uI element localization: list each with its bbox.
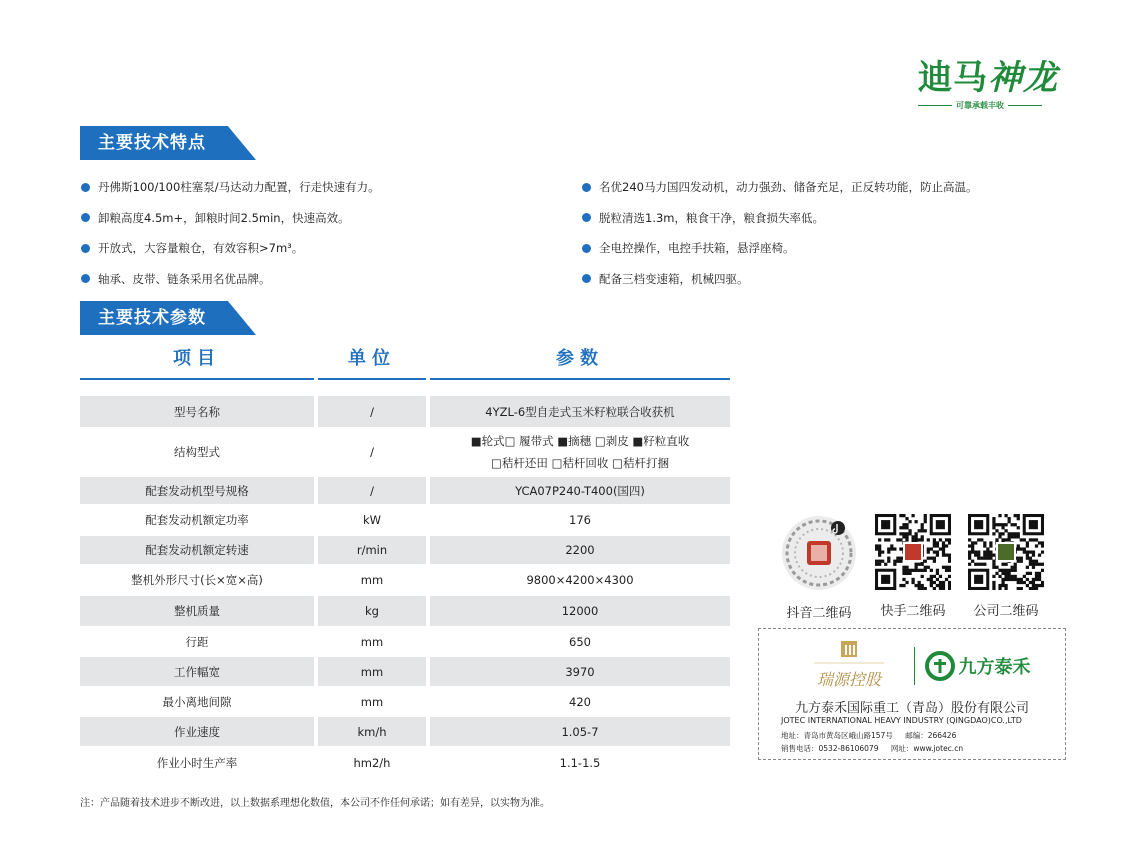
cell-item: 作业小时生产率: [156, 755, 238, 770]
feature-item: [582, 264, 977, 295]
bullet-icon: [81, 183, 90, 192]
features-left-list: [81, 172, 380, 294]
company-address-line: [781, 730, 966, 741]
cell-unit: mm: [360, 573, 384, 587]
jiufang-logo-text: 九方泰禾: [958, 657, 1031, 678]
cell-unit: mm: [360, 634, 384, 649]
bullet-icon: [582, 244, 591, 253]
logo-separator: [914, 647, 915, 685]
cell-item: 工作幅宽: [80, 657, 314, 686]
cell-unit: km/h: [318, 717, 426, 746]
feature-text: 轴承、皮带、链条采用名优品牌。: [98, 271, 271, 286]
feature-item: [582, 172, 977, 203]
header-underline: [318, 378, 426, 380]
company-sales-tel: 销售电话：0532-86106079: [781, 744, 879, 753]
company-website[interactable]: 网址：www.jotec.cn: [890, 744, 964, 753]
cell-unit: /: [318, 477, 426, 504]
company-name-cn: 九方泰禾国际重工（青岛）股份有限公司: [794, 701, 1029, 716]
cell-value: 650: [569, 634, 591, 649]
cell-item: 结构型式: [174, 445, 220, 459]
cell-value: [430, 428, 730, 476]
company-logos: [759, 635, 1065, 697]
column-header-item: [80, 342, 314, 380]
company-info-box: [758, 628, 1066, 760]
kuaishou-qr-label: 快手二维码: [880, 604, 946, 619]
features-section-title: 主要技术特点: [98, 133, 206, 153]
bullet-icon: [81, 274, 90, 283]
column-header-text: 单位: [348, 348, 396, 369]
bullet-icon: [81, 244, 90, 253]
cell-item: 行距: [185, 634, 209, 649]
cell-value-line1: ■轮式□ 履带式 ■摘穗 □剥皮 ■籽粒直收: [470, 434, 690, 448]
cell-unit: hm2/h: [353, 755, 391, 770]
cell-value: 2200: [430, 536, 730, 564]
feature-item: [81, 264, 380, 295]
feature-text: 脱粒清选1.3m，粮食干净，粮食损失率低。: [599, 210, 824, 225]
svg-text:瑞源控股: 瑞源控股: [816, 670, 881, 689]
cell-value: 176: [569, 513, 591, 527]
cell-item: 整机质量: [80, 596, 314, 626]
feature-item: [582, 233, 977, 264]
cell-value: 12000: [430, 596, 730, 626]
cell-unit: /: [318, 396, 426, 427]
douyin-qr-label: 抖音二维码: [786, 606, 852, 621]
cell-value: 9800×4200×4300: [526, 573, 634, 587]
feature-item: [582, 203, 977, 234]
feature-text: 配备三档变速箱，机械四驱。: [599, 271, 749, 286]
company-postcode: 邮编：266426: [905, 731, 957, 740]
bullet-icon: [582, 213, 591, 222]
jiufang-emblem-icon: [925, 651, 955, 681]
header-underline: [430, 378, 730, 380]
cell-unit: mm: [318, 657, 426, 686]
table-row: [80, 565, 730, 595]
cell-unit: mm: [360, 694, 384, 709]
brand-name: [918, 58, 1078, 98]
table-row: [80, 477, 730, 504]
brand-slogan-row: [918, 100, 1078, 111]
cell-item: 最小离地间隙: [162, 694, 232, 709]
feature-text: 开放式，大容量粮仓，有效容积>7m³。: [98, 241, 304, 256]
cell-unit: /: [370, 445, 374, 459]
cell-value: 1.05-7: [430, 717, 730, 746]
table-row: [80, 536, 730, 564]
params-table: [80, 396, 730, 778]
cell-value: YCA07P240-T400(国四): [430, 477, 730, 504]
features-section-header: [80, 126, 256, 160]
company-qr-icon[interactable]: [968, 514, 1044, 590]
table-row: [80, 747, 730, 778]
table-row: [80, 505, 730, 535]
cell-value: 420: [569, 694, 591, 709]
features-right-list: [582, 172, 977, 294]
table-row: [80, 627, 730, 656]
company-name-en: JOTEC INTERNATIONAL HEAVY INDUSTRY (QINGDAO)CO.,LTD: [781, 716, 1022, 725]
bullet-icon: [81, 213, 90, 222]
cell-unit: r/min: [318, 536, 426, 564]
cell-value: 4YZL-6型自走式玉米籽粒联合收获机: [430, 396, 730, 427]
cell-unit: kW: [362, 513, 382, 527]
company-qr-block: [964, 514, 1048, 619]
column-header-text: 项目: [173, 348, 221, 369]
feature-text: 丹佛斯100/100柱塞泵/马达动力配置，行走快速有力。: [98, 180, 380, 195]
table-row: [80, 717, 730, 746]
cell-value: 3970: [430, 657, 730, 686]
cell-item: 配套发动机额定转速: [80, 536, 314, 564]
column-header-value: [430, 342, 730, 380]
feature-text: 卸粮高度4.5m+，卸粮时间2.5min，快速高效。: [98, 210, 350, 225]
brand-name-part1: 迪马: [918, 58, 988, 98]
column-header-unit: [318, 342, 426, 380]
cell-item: 型号名称: [80, 396, 314, 427]
bullet-icon: [582, 183, 591, 192]
cell-item: 作业速度: [80, 717, 314, 746]
slogan-right-line: [1008, 105, 1042, 106]
slogan-left-line: [918, 105, 952, 106]
jiufang-logo: [925, 651, 1031, 681]
table-row: [80, 687, 730, 716]
company-qr-label: 公司二维码: [973, 604, 1039, 619]
douyin-qr-icon[interactable]: [780, 514, 858, 592]
footnote: 注：产品随着技术进步不断改进，以上数据系理想化数值，本公司不作任何承诺；如有差异，以实物为准。: [80, 798, 550, 809]
column-header-text: 参数: [556, 348, 604, 369]
params-section-title: 主要技术参数: [98, 308, 206, 328]
params-section-header: [80, 301, 256, 335]
header-underline: [80, 378, 314, 380]
table-row: [80, 596, 730, 626]
table-row: [80, 657, 730, 686]
cell-item: 配套发动机型号规格: [80, 477, 314, 504]
cell-value-line2: □秸杆还田 □秸杆回收 □秸杆打捆: [491, 456, 669, 470]
cell-unit: kg: [318, 596, 426, 626]
table-row: [80, 428, 730, 476]
company-contact-line: [781, 743, 973, 754]
feature-text: 全电控操作，电控手扶箱，悬浮座椅。: [599, 241, 795, 256]
feature-item: [81, 233, 380, 264]
feature-item: [81, 172, 380, 203]
cell-item: 整机外形尺寸(长×宽×高): [131, 573, 263, 587]
cell-item: 配套发动机额定功率: [145, 513, 249, 527]
ruiyuan-logo: [794, 637, 904, 695]
kuaishou-qr-icon[interactable]: [875, 514, 951, 590]
cell-value: 1.1-1.5: [559, 755, 601, 770]
bullet-icon: [582, 274, 591, 283]
brand-slogan: 可靠承载丰收: [956, 101, 1004, 110]
feature-item: [81, 203, 380, 234]
brand-logo: [918, 58, 1078, 116]
table-row: [80, 396, 730, 427]
feature-text: 名优240马力国四发动机，动力强劲、储备充足，正反转功能，防止高温。: [599, 180, 978, 195]
company-address: 地址：青岛市黄岛区峨山路157号: [781, 731, 893, 740]
kuaishou-qr-block: [871, 514, 955, 619]
brand-name-part2: 神龙: [988, 58, 1058, 98]
douyin-qr-block: [777, 514, 861, 621]
